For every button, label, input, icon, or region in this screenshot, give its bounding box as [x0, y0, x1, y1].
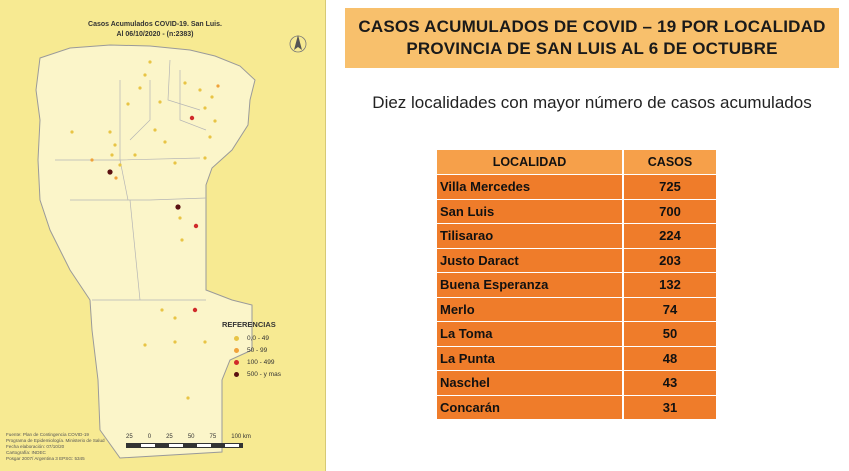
- province-map: [0, 0, 325, 471]
- map-source: [6, 432, 116, 462]
- cell-localidad: Naschel: [437, 371, 622, 396]
- cell-localidad: Merlo: [437, 297, 622, 322]
- cell-casos: 725: [624, 175, 716, 200]
- map-point: [173, 161, 176, 164]
- header-line1: CASOS ACUMULADOS DE COVID – 19 POR LOCALIDAD: [358, 17, 826, 36]
- map-point: [198, 88, 201, 91]
- scale-label: 25: [126, 434, 133, 440]
- map-point: [70, 130, 73, 133]
- table-row: [437, 224, 716, 249]
- map-point: [108, 130, 111, 133]
- map-point: [173, 340, 176, 343]
- cell-localidad: Buena Esperanza: [437, 273, 622, 298]
- map-point: [193, 308, 197, 312]
- map-point: [90, 158, 93, 161]
- cell-localidad: San Luis: [437, 199, 622, 224]
- source-line: Fuente: Plan de Contingencia COVID-19: [6, 432, 89, 437]
- legend-dot-icon: [234, 360, 239, 365]
- source-line: Posgar 2007/ Argentina 3 EPSG: 5345: [6, 456, 85, 461]
- table-row: [437, 248, 716, 273]
- legend-label: 500 - y mas: [247, 370, 281, 378]
- map-point: [203, 156, 206, 159]
- legend-item: [222, 368, 281, 380]
- map-point: [216, 84, 219, 87]
- cell-localidad: La Punta: [437, 346, 622, 371]
- scale-label: 50: [187, 434, 195, 440]
- cell-casos: 50: [624, 322, 716, 347]
- map-point: [210, 95, 213, 98]
- table-row: [437, 395, 716, 419]
- map-point: [113, 143, 116, 146]
- map-point: [118, 163, 121, 166]
- map-point: [180, 238, 183, 241]
- column-header-localidad: LOCALIDAD: [437, 150, 622, 175]
- map-point: [126, 102, 129, 105]
- legend-label: 100 - 499: [247, 358, 275, 366]
- cell-casos: 224: [624, 224, 716, 249]
- cell-casos: 31: [624, 395, 716, 419]
- map-point: [178, 216, 181, 219]
- table-row: [437, 346, 716, 371]
- table-row: [437, 273, 716, 298]
- cell-casos: 700: [624, 199, 716, 224]
- map-point: [190, 116, 194, 120]
- table-header-row: [437, 150, 716, 175]
- cell-casos: 74: [624, 297, 716, 322]
- map-panel: [0, 0, 326, 471]
- legend-label: 50 - 99: [247, 346, 268, 354]
- table-row: [437, 297, 716, 322]
- legend-dot-icon: [234, 336, 239, 341]
- map-point: [208, 135, 211, 138]
- map-point: [163, 140, 166, 143]
- map-point: [158, 100, 161, 103]
- source-line: Programa de Epidemiología. Ministerio de Salud: [6, 438, 105, 443]
- map-point: [153, 128, 156, 131]
- cell-casos: 43: [624, 371, 716, 396]
- map-legend: [222, 320, 281, 380]
- map-point: [107, 169, 112, 174]
- map-point: [138, 86, 141, 89]
- column-header-casos: CASOS: [624, 150, 716, 175]
- table-row: [437, 322, 716, 347]
- map-point: [183, 81, 186, 84]
- legend-label: 0,0 - 49: [247, 334, 270, 342]
- cell-localidad: Tilisarao: [437, 224, 622, 249]
- source-line: Fecha elaboración: 07/10/20: [6, 444, 65, 449]
- cell-localidad: Justo Daract: [437, 248, 622, 273]
- cell-casos: 48: [624, 346, 716, 371]
- scale-label: 75: [209, 434, 217, 440]
- scale-label: 0: [147, 434, 152, 440]
- map-point: [143, 73, 146, 76]
- map-point: [173, 316, 176, 319]
- map-point: [194, 224, 198, 228]
- map-point: [203, 340, 206, 343]
- map-point: [203, 106, 206, 109]
- map-point: [213, 119, 216, 122]
- cell-localidad: Villa Mercedes: [437, 175, 622, 200]
- map-point: [148, 60, 151, 63]
- map-point: [114, 176, 117, 179]
- province-outline: [36, 45, 255, 458]
- map-title-line2: Al 06/10/2020 - (n:2383): [116, 31, 194, 38]
- legend-dot-icon: [234, 348, 239, 353]
- map-point: [133, 153, 136, 156]
- legend-item: [222, 356, 281, 368]
- cell-casos: 203: [624, 248, 716, 273]
- subtitle: Diez localidades con mayor número de casos acumulados: [372, 93, 812, 112]
- legend-item: [222, 344, 281, 356]
- table-row: [437, 175, 716, 200]
- cases-table: [437, 150, 716, 419]
- scale-label: 25: [166, 434, 173, 440]
- scale-label: 100 km: [231, 434, 251, 440]
- map-point: [175, 204, 180, 209]
- legend-dot-icon: [234, 372, 239, 377]
- map-point: [110, 153, 113, 156]
- header-banner: [345, 8, 839, 68]
- map-title-line1: Casos Acumulados COVID-19. San Luis.: [88, 21, 222, 28]
- legend-item: [222, 332, 281, 344]
- table-row: [437, 199, 716, 224]
- table-row: [437, 371, 716, 396]
- map-point: [143, 343, 146, 346]
- north-arrow-icon: [290, 35, 306, 52]
- source-line: Cartografía: INDEC: [6, 450, 46, 455]
- header-line2: PROVINCIA DE SAN LUIS AL 6 DE OCTUBRE: [406, 39, 778, 58]
- map-point: [186, 396, 189, 399]
- cell-localidad: Concarán: [437, 395, 622, 419]
- scale-line: [126, 443, 243, 448]
- scale-bar: [126, 434, 276, 448]
- cell-casos: 132: [624, 273, 716, 298]
- cell-localidad: La Toma: [437, 322, 622, 347]
- legend-title: REFERENCIAS: [222, 320, 276, 329]
- map-point: [160, 308, 163, 311]
